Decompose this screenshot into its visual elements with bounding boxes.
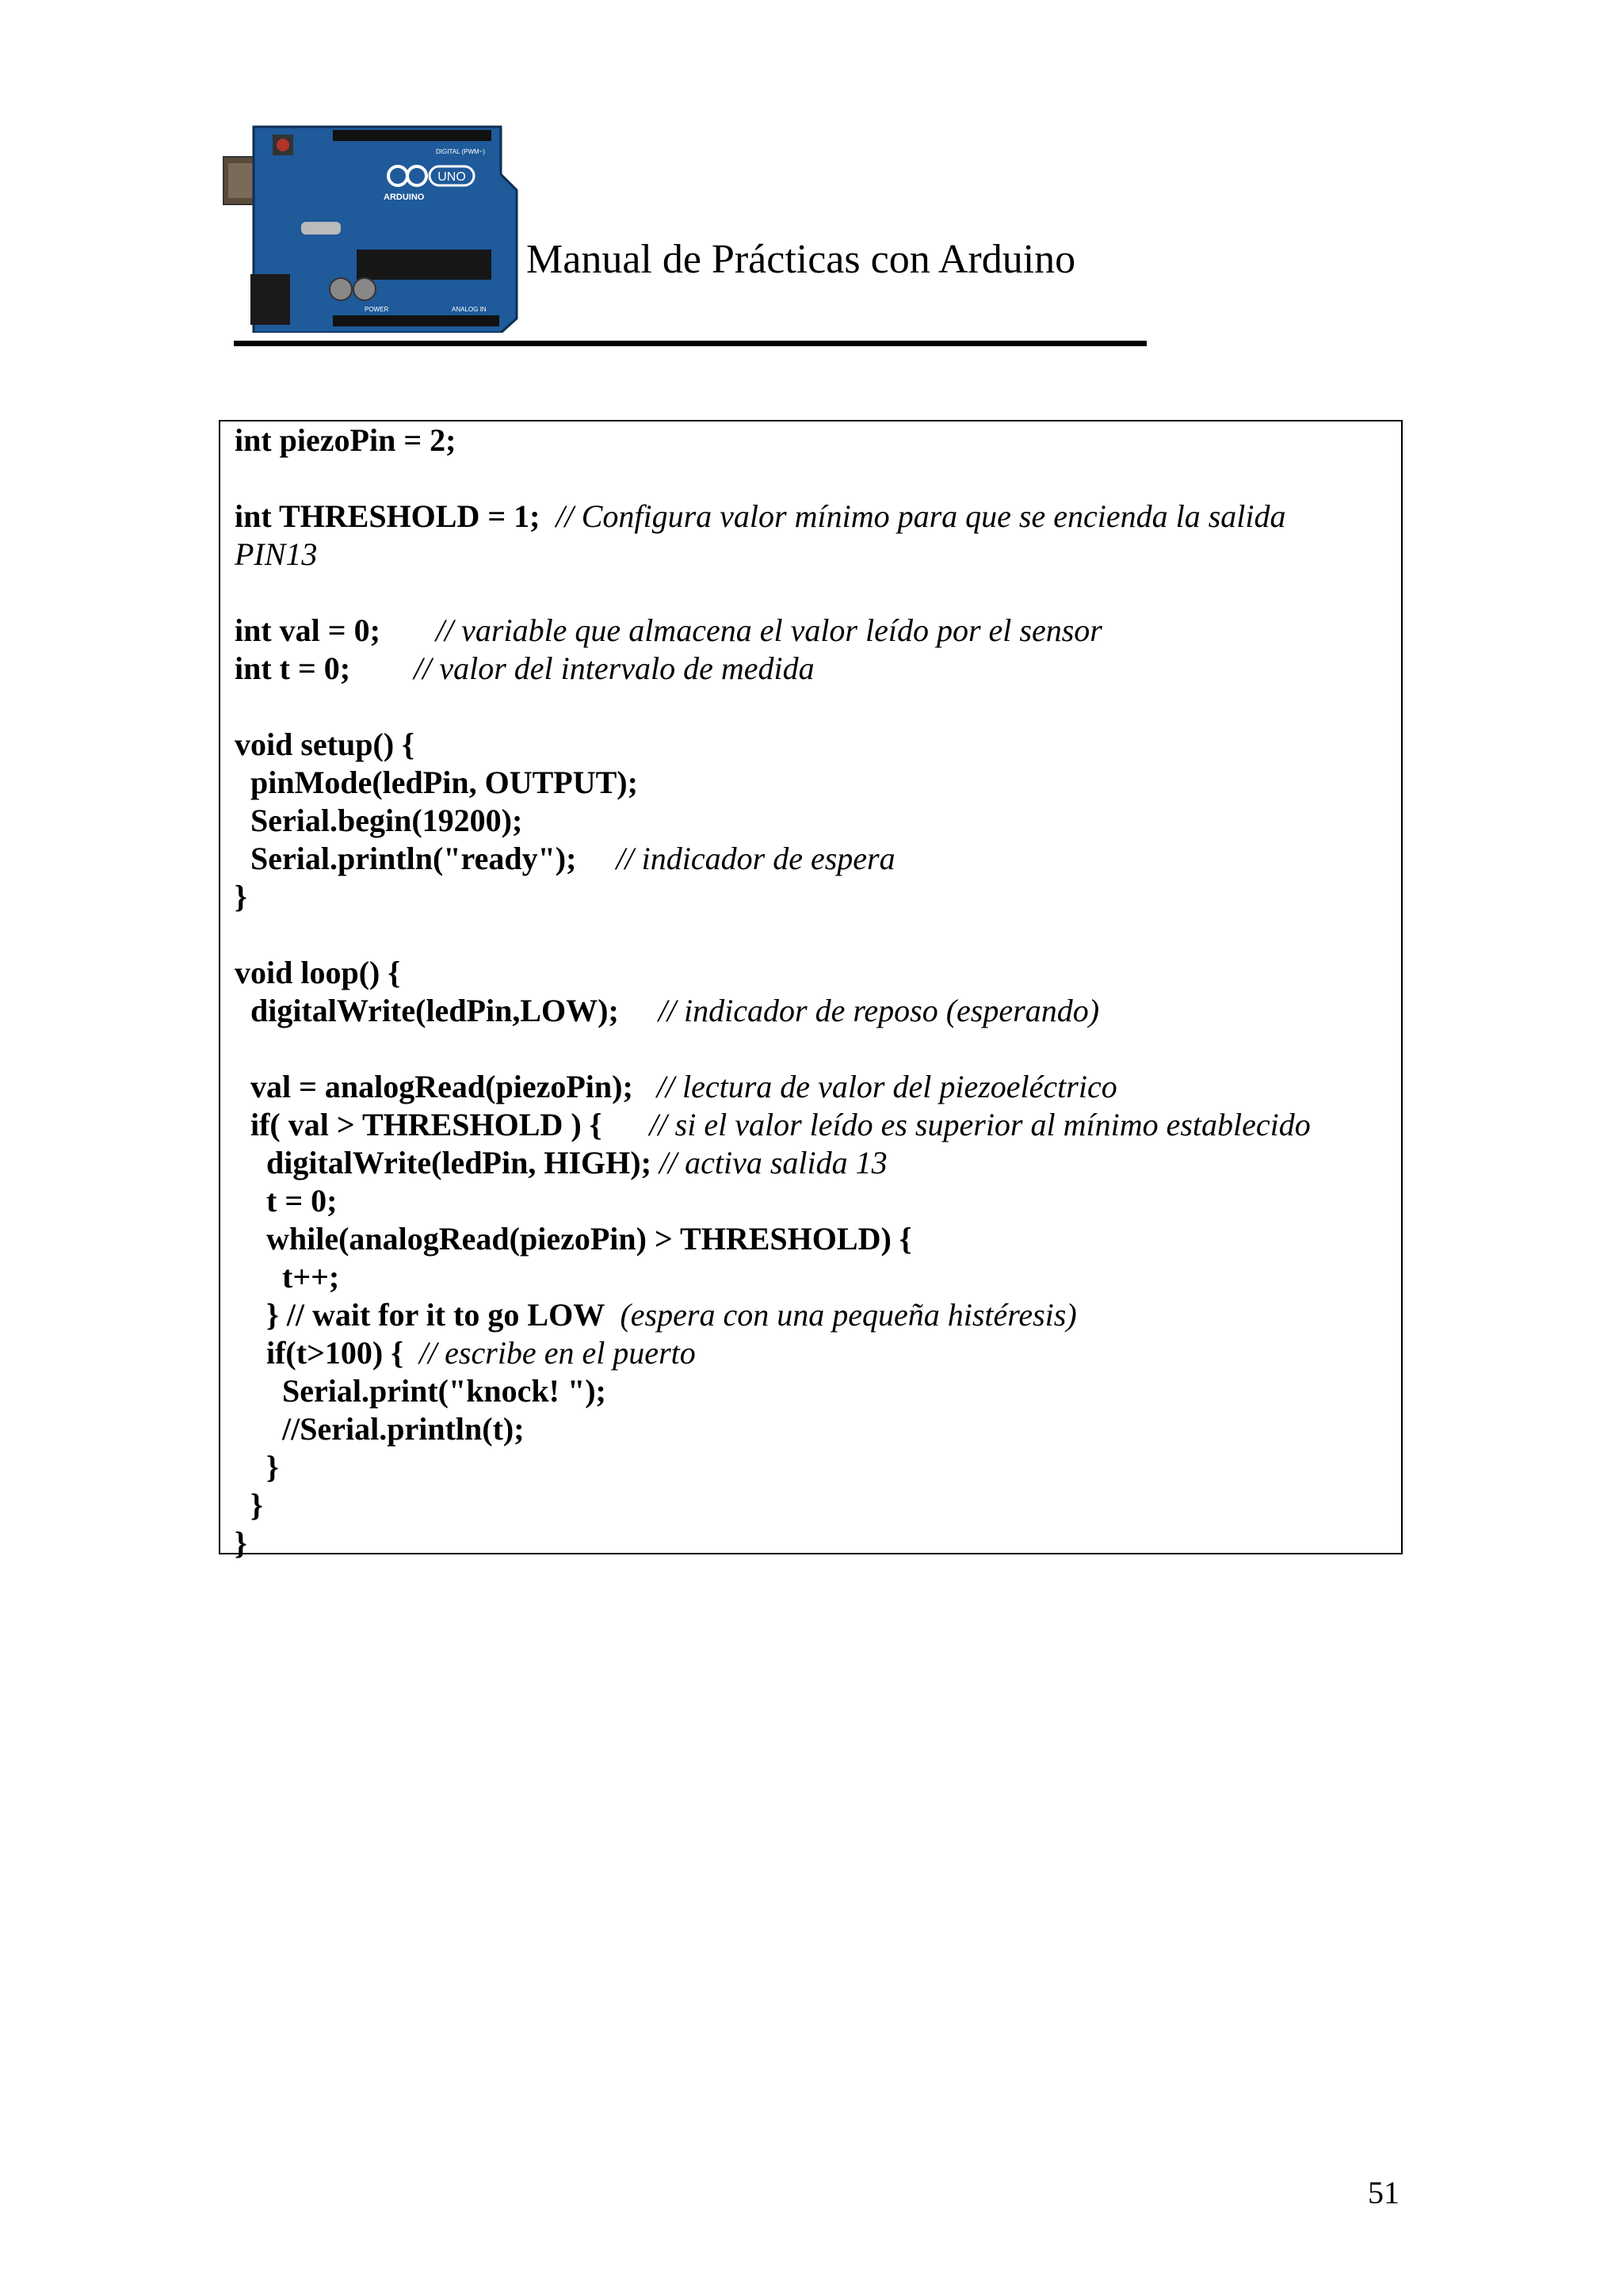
arduino-uno-board-image xyxy=(222,119,520,333)
code-line: int val = 0; // variable que almacena el valor leído por el sensor xyxy=(235,612,1102,648)
code-line: void loop() { xyxy=(235,955,401,990)
code-line: } xyxy=(235,1487,263,1523)
code-line: //Serial.println(t); xyxy=(235,1411,525,1447)
board-power-label: POWER xyxy=(365,306,389,313)
code-line: Serial.print("knock! "); xyxy=(235,1373,606,1409)
code-line: pinMode(ledPin, OUTPUT); xyxy=(235,765,638,800)
code-line xyxy=(235,688,1311,726)
board-analog-label: ANALOG IN xyxy=(452,306,487,313)
code-line: } xyxy=(235,879,247,914)
board-digital-label: DIGITAL (PWM~) xyxy=(436,148,485,155)
code-line: void setup() { xyxy=(235,727,414,762)
code-line xyxy=(235,1030,1311,1068)
code-listing-box xyxy=(219,420,1403,1561)
code-line: digitalWrite(ledPin,LOW); // indicador de reposo (esperando) xyxy=(235,993,1100,1028)
code-line: if(t>100) { // escribe en el puerto xyxy=(235,1335,696,1371)
code-line: int piezoPin = 2; xyxy=(235,422,456,458)
code-line: int t = 0; // valor del intervalo de medida xyxy=(235,650,815,686)
code-line: val = analogRead(piezoPin); // lectura de valor del piezoeléctrico xyxy=(235,1069,1117,1104)
code-line: } xyxy=(235,1449,279,1485)
code-line: PIN13 xyxy=(235,536,318,572)
page-number: 51 xyxy=(1368,2175,1400,2210)
document-title: Manual de Prácticas con Arduino xyxy=(526,237,1076,282)
code-line: } // wait for it to go LOW (espera con una pequeña histéresis) xyxy=(235,1297,1077,1333)
code-line: t = 0; xyxy=(235,1183,338,1219)
header-divider xyxy=(234,341,1147,346)
code-lines xyxy=(235,421,1311,1562)
board-logo-label: ARDUINO xyxy=(384,193,425,202)
code-line xyxy=(235,574,1311,612)
code-line: t++; xyxy=(235,1259,340,1295)
code-line: while(analogRead(piezoPin) > THRESHOLD) { xyxy=(235,1221,912,1257)
code-line: if( val > THRESHOLD ) { // si el valor leído es superior al mínimo establecido xyxy=(235,1107,1311,1142)
page-header xyxy=(222,119,1149,349)
code-line: digitalWrite(ledPin, HIGH); // activa salida 13 xyxy=(235,1145,888,1180)
code-line: Serial.println("ready"); // indicador de espera xyxy=(235,841,896,876)
code-line xyxy=(235,916,1311,954)
code-line: int THRESHOLD = 1; // Configura valor mínimo para que se encienda la salida xyxy=(235,498,1286,534)
code-line xyxy=(235,460,1311,498)
board-model-label: UNO xyxy=(437,170,466,184)
code-line: } xyxy=(235,1525,247,1561)
code-line: Serial.begin(19200); xyxy=(235,803,523,838)
